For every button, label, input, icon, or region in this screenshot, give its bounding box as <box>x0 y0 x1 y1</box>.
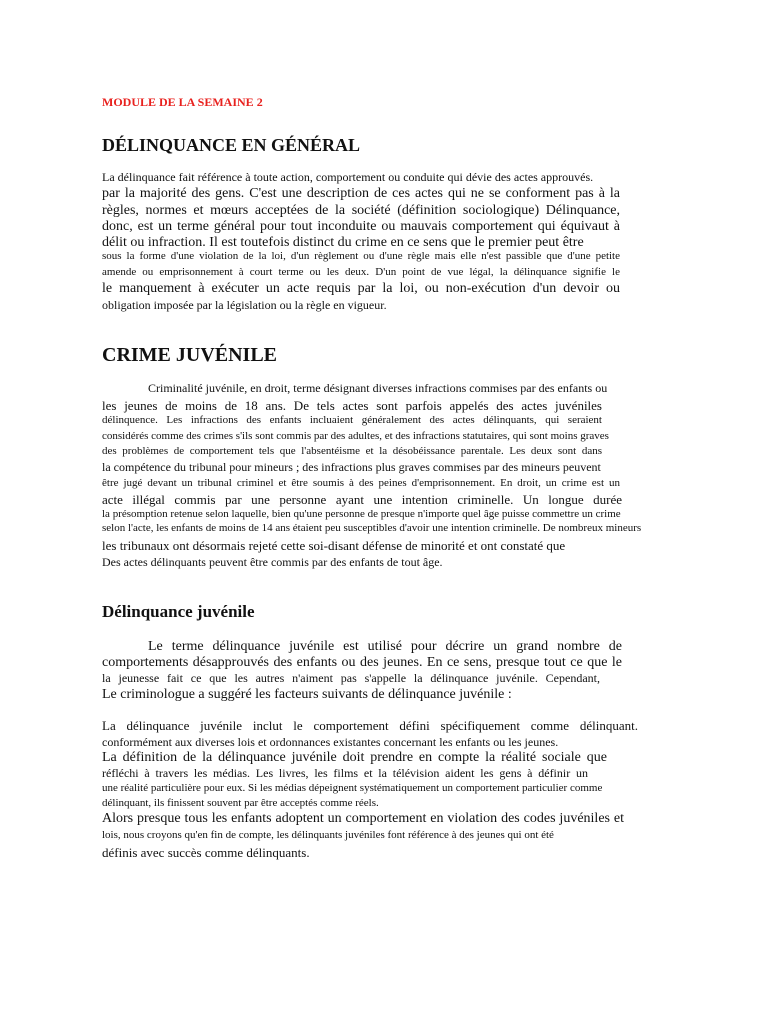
paragraph-line: acte illégal commis par une personne ayant une intention criminelle. Un longue durée <box>102 492 622 507</box>
paragraph-line: sous la forme d'une violation de la loi, d'un règlement ou d'une règle mais elle n'est passible que d'une petite <box>102 250 620 262</box>
paragraph-line: selon l'acte, les enfants de moins de 14 ans étaient peu susceptibles d'avoir une intention criminelle. De nombreux mineurs <box>102 522 642 534</box>
section-heading-crime-juvenile: CRIME JUVÉNILE <box>102 344 278 366</box>
paragraph-line: des problèmes de comportement tels que l'absentéisme et la désobéissance parentale. Les deux sont dans <box>102 445 602 457</box>
paragraph-line: Criminalité juvénile, en droit, terme désignant diverses infractions commises par des enfants ou <box>148 381 608 395</box>
paragraph-line: Le criminologue a suggéré les facteurs suivants de délinquance juvénile : <box>102 687 512 702</box>
paragraph-line: définis avec succès comme délinquants. <box>102 845 310 860</box>
paragraph-line: par la majorité des gens. C'est une description de ces actes qui ne se conforment pas à la <box>102 186 620 201</box>
paragraph-line: Des actes délinquants peuvent être commis par des enfants de tout âge. <box>102 555 443 569</box>
paragraph-line: La définition de la délinquance juvénile doit prendre en compte la réalité sociale que <box>102 750 607 765</box>
paragraph-line: délit ou infraction. Il est toutefois distinct du crime en ce sens que le premier peut être <box>102 235 584 250</box>
module-title: MODULE DE LA SEMAINE 2 <box>102 95 263 109</box>
paragraph-line: être jugé devant un tribunal criminel et être soumis à des peines d'emprisonnement. En droit, un crime est un <box>102 477 620 489</box>
paragraph-line: la jeunesse fait ce que les autres n'aiment pas s'appelle la délinquance juvénile. Cependant, <box>102 671 600 685</box>
paragraph-line: La délinquance fait référence à toute action, comportement ou conduite qui dévie des actes approuvés. <box>102 170 594 184</box>
paragraph-line: comportements désapprouvés des enfants ou des jeunes. En ce sens, presque tout ce que le <box>102 655 622 670</box>
paragraph-line: obligation imposée par la législation ou la règle en vigueur. <box>102 298 387 312</box>
paragraph-line: délinquence. Les infractions des enfants incluaient généralement des actes délinquants, qui seraient <box>102 414 602 426</box>
paragraph-line: une réalité particulière pour eux. Si les médias dépeignent systématiquement un comportement particulier comme <box>102 782 603 794</box>
paragraph-line: Alors presque tous les enfants adoptent un comportement en violation des codes juvéniles et <box>102 811 624 826</box>
paragraph-line: les tribunaux ont désormais rejeté cette soi-disant défense de minorité et ont constaté que <box>102 538 566 553</box>
paragraph-line: Le terme délinquance juvénile est utilisé pour décrire un grand nombre de <box>148 639 622 654</box>
paragraph-line: amende ou emprisonnement à court terme ou les deux. D'un point de vue légal, la délinquance signifie le <box>102 266 620 278</box>
paragraph-line: la compétence du tribunal pour mineurs ; des infractions plus graves commises par des mineurs peuvent <box>102 460 601 474</box>
paragraph-line: le manquement à exécuter un acte requis par la loi, ou non-exécution d'un devoir ou <box>102 281 620 296</box>
section-heading-delinquance-juvenile: Délinquance juvénile <box>102 602 255 621</box>
paragraph-line: la présomption retenue selon laquelle, bien qu'une personne de presque n'importe quel âge puisse commettre un crime <box>102 508 621 520</box>
paragraph-line: règles, normes et mœurs acceptées de la société (définition sociologique) Délinquance, <box>102 203 620 218</box>
paragraph-line: délinquant, ils finissent souvent par être acceptés comme réels. <box>102 797 379 809</box>
paragraph-line: considérés comme des crimes s'ils sont commis par des adultes, et des infractions statutaires, qui sont moins graves <box>102 430 609 442</box>
paragraph-line: conformément aux diverses lois et ordonnances existantes concernant les enfants ou les jeunes. <box>102 735 559 749</box>
paragraph-line: lois, nous croyons qu'en fin de compte, les délinquants juvéniles font référence à des jeunes qui ont été <box>102 829 554 841</box>
paragraph-line: les jeunes de moins de 18 ans. De tels actes sont parfois appelés des actes juvéniles <box>102 398 602 413</box>
paragraph-line: réfléchi à travers les médias. Les livres, les films et la télévision aident les gens à définir un <box>102 766 588 780</box>
section-heading-delinquance-general: DÉLINQUANCE EN GÉNÉRAL <box>102 135 361 155</box>
paragraph-line: donc, est un terme général pour tout inconduite ou mauvais comportement qui équivaut à <box>102 219 620 234</box>
paragraph-line: La délinquance juvénile inclut le comportement défini spécifiquement comme délinquant. <box>102 718 638 733</box>
